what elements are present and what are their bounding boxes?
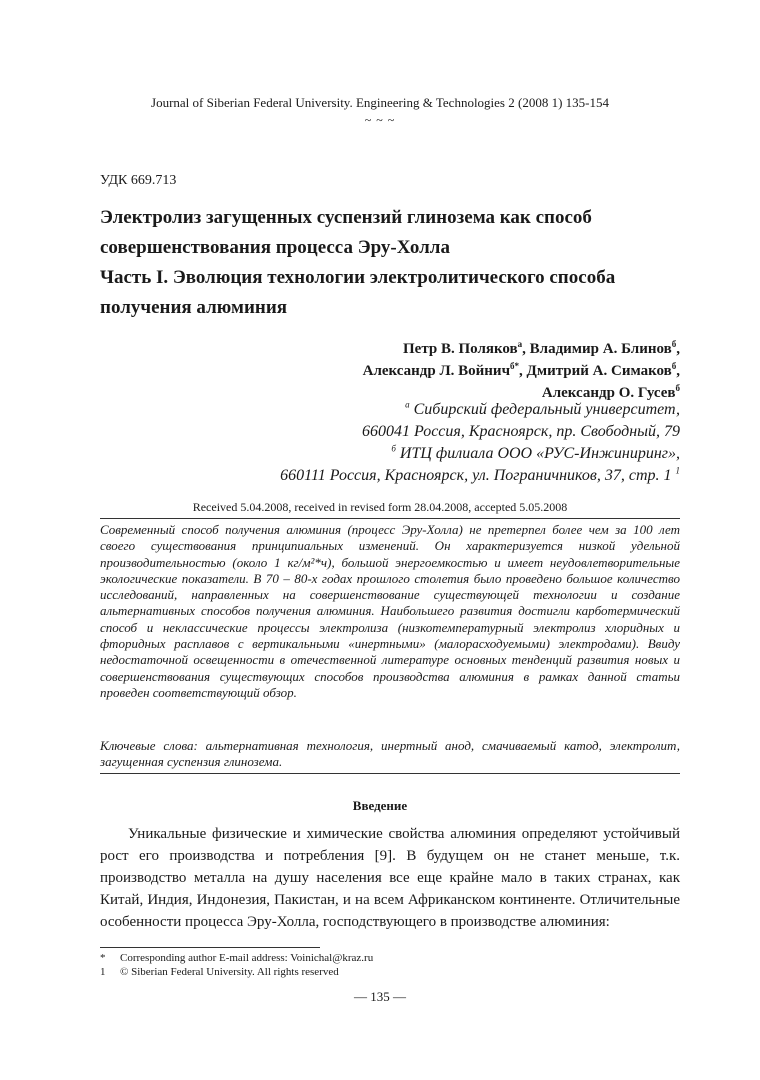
- affiliation-b-address: 660111 Россия, Красноярск, ул. Пограничников, 37, стр. 1 $^1$: [280, 465, 680, 484]
- section-heading: Введение: [352, 798, 408, 813]
- author-affil-mark: б: [671, 361, 677, 371]
- affiliation-a-address: 660041 Россия, Красноярск, пр. Свободный, 79: [362, 423, 680, 440]
- affiliations: [280, 399, 680, 487]
- author-name: Петр В. Поляков: [403, 341, 518, 357]
- abstract-top-divider: [100, 518, 680, 519]
- footnote-divider: [100, 947, 320, 948]
- author-affil-mark: б*: [510, 361, 520, 371]
- footnote: [100, 951, 373, 965]
- received-dates: Received 5.04.2008, received in revised form 28.04.2008, accepted 5.05.2008: [192, 500, 568, 514]
- journal-header: Journal of Siberian Federal University. Engineering & Technologies 2 (2008 1) 135-154: [151, 95, 609, 110]
- footnote-mark: *: [100, 952, 106, 964]
- title-line: Часть I. Эволюция технологии электролитического способа: [100, 267, 616, 288]
- footnote: [100, 965, 373, 979]
- title-line: получения алюминия: [100, 297, 288, 318]
- abstract-bottom-divider: [100, 773, 680, 774]
- title-line: совершенствования процесса Эру-Холла: [100, 237, 450, 258]
- author-list: [363, 338, 680, 404]
- footnote-text: Corresponding author E-mail address: Voinichal@kraz.ru: [120, 952, 374, 964]
- author-line: Александр Л. Войнич$^{б*}$, Дмитрий А. Симаков$^б$,: [362, 361, 680, 379]
- author-name: Дмитрий А. Симаков: [526, 363, 672, 379]
- author-affil-mark: а: [517, 339, 523, 349]
- title-line: Электролиз загущенных суспензий глинозема как способ: [100, 207, 592, 228]
- author-line: Петр В. Поляков$^а$, Владимир А. Блинов$^б$,: [403, 339, 680, 357]
- author-name: Александр Л. Войнич: [362, 363, 511, 379]
- intro-paragraph: Уникальные физические и химические свойства алюминия определяют устойчивый рост его производства и потребления [9]. В будущем он не станет меньше, т.к. производство металла на душу населения все еще крайне мало в таких странах, как Китай, Индия, Индонезия, Пакистан, и на всем Африканском континенте. Отличительные особенности процесса Эру-Холла, господствующего в производстве алюминия:: [100, 826, 680, 930]
- page-number: — 135 —: [354, 989, 406, 1004]
- header-ornament: ~ ~ ~: [364, 113, 396, 127]
- author-name: Владимир А. Блинов: [529, 341, 672, 357]
- footnote-mark: 1: [100, 966, 106, 978]
- article-title: [100, 203, 680, 323]
- affiliation-b-name: $^б$ ИТЦ филиала ООО «РУС-Инжиниринг»,: [391, 443, 680, 462]
- affiliation-a-name: $^а$ Сибирский федеральный университет,: [405, 399, 680, 418]
- author-affil-mark: б: [675, 383, 680, 393]
- footnotes: [100, 951, 373, 979]
- footnote-text: © Siberian Federal University. All rights reserved: [120, 966, 339, 978]
- author-name: Александр О. Гусев: [541, 385, 676, 401]
- abstract: Современный способ получения алюминия (процесс Эру-Холла) не претерпел более чем за 100 лет своего существования принципиальных изменений. Он характеризуется низкой удельной производительностью (около 1 кг/м²*ч), большой энергоемкостью и имеет неудовлетворительные экологические показатели. В 70 – 80-х годах прошлого столетия было проведено большое количество исследований, направленных на совершенствование существующей технологии и создание альтернативных способов получения алюминия. Наибольшего развития достигли карботермический способ и неклассические процессы электролиза (низкотемпературный электролиз хлоридных и фторидных расплавов с вертикальными «инертными» (малорасходуемыми) электродами). Ввиду недостаточной освещенности в отечественной литературе основных тенденций развития новых и совершенствования существующих способов производства алюминия в рамках данной статьи проведен соответствующий обзор.: [100, 522, 680, 700]
- keywords: Ключевые слова: альтернативная технология, инертный анод, смачиваемый катод, электролит, загущенная суспензия глинозема.: [100, 738, 680, 770]
- udk-code: УДК 669.713: [100, 173, 177, 188]
- author-affil-mark: б: [671, 339, 677, 349]
